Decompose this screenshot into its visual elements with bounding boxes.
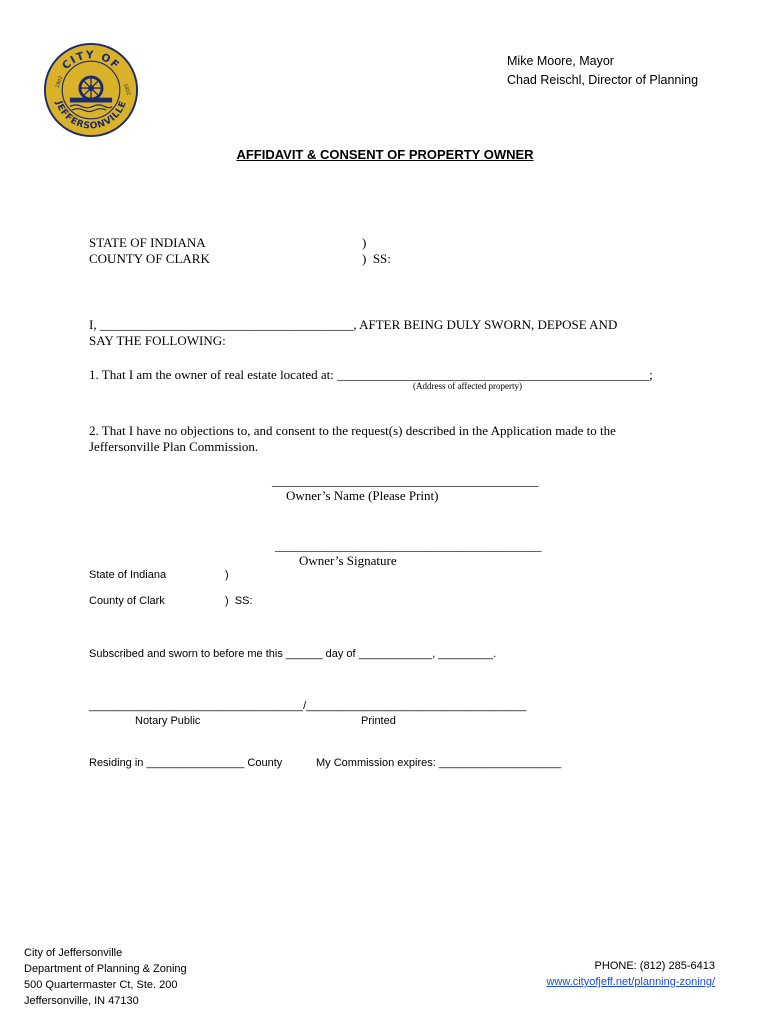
notary-public-label: Notary Public (135, 715, 201, 727)
consent-line-2: Jeffersonville Plan Commission. (89, 439, 259, 454)
printed-label: Printed (361, 715, 396, 727)
city-seal-logo (43, 42, 139, 138)
notary-county-ss: ) SS: (225, 595, 253, 607)
residing-county-field[interactable]: Residing in ________________ County (89, 757, 283, 769)
footer-city: City of Jeffersonville (24, 947, 123, 959)
venue-county: COUNTY OF CLARK (89, 251, 210, 266)
owner-name-field[interactable]: _________________________________________ (272, 473, 539, 488)
address-caption: (Address of affected property) (413, 381, 523, 391)
footer-department: Department of Planning & Zoning (24, 963, 187, 975)
document-title: AFFIDAVIT & CONSENT OF PROPERTY OWNER (236, 147, 534, 162)
subscribed-sworn-line[interactable]: Subscribed and sworn to before me this ______ day of ____________, _________. (89, 648, 497, 660)
venue-paren-ss: ) SS: (362, 251, 391, 266)
oath-line-1: I, _______________________________________, AFTER BEING DULY SWORN, DEPOSE AND (89, 317, 618, 332)
notary-signature-line[interactable]: ___________________________________/____________________________________ (89, 700, 527, 712)
footer-phone: PHONE: (812) 285-6413 (594, 960, 715, 972)
footer-website-link[interactable]: www.cityofjeff.net/planning-zoning/ (546, 976, 715, 988)
owner-name-label: Owner’s Name (Please Print) (286, 488, 439, 503)
director-name: Chad Reischl, Director of Planning (507, 73, 699, 87)
oath-line-2: SAY THE FOLLOWING: (89, 333, 226, 348)
notary-county: County of Clark (89, 595, 165, 607)
owner-signature-label: Owner’s Signature (299, 553, 397, 568)
owner-statement: 1. That I am the owner of real estate located at: ________________________________________________; (89, 367, 653, 382)
venue-state: STATE OF INDIANA (89, 235, 206, 250)
venue-paren-1: ) (362, 235, 367, 250)
consent-line-1: 2. That I have no objections to, and consent to the request(s) described in the Application made to the (89, 423, 616, 438)
mayor-name: Mike Moore, Mayor (507, 54, 614, 68)
owner-signature-field[interactable]: _________________________________________ (275, 538, 542, 553)
svg-text:1802: 1802 (55, 75, 65, 89)
svg-text:CITY OF: CITY OF (59, 49, 123, 73)
notary-state-paren: ) (225, 569, 229, 581)
footer-city-state: Jeffersonville, IN 47130 (24, 995, 139, 1007)
footer-street: 500 Quartermaster Ct, Ste. 200 (24, 979, 178, 991)
commission-expires-field[interactable]: My Commission expires: ____________________ (316, 757, 562, 769)
notary-state: State of Indiana (89, 569, 167, 581)
svg-text:1802: 1802 (121, 83, 131, 97)
svg-text:JEFFERSONVILLE: JEFFERSONVILLE (53, 99, 129, 132)
